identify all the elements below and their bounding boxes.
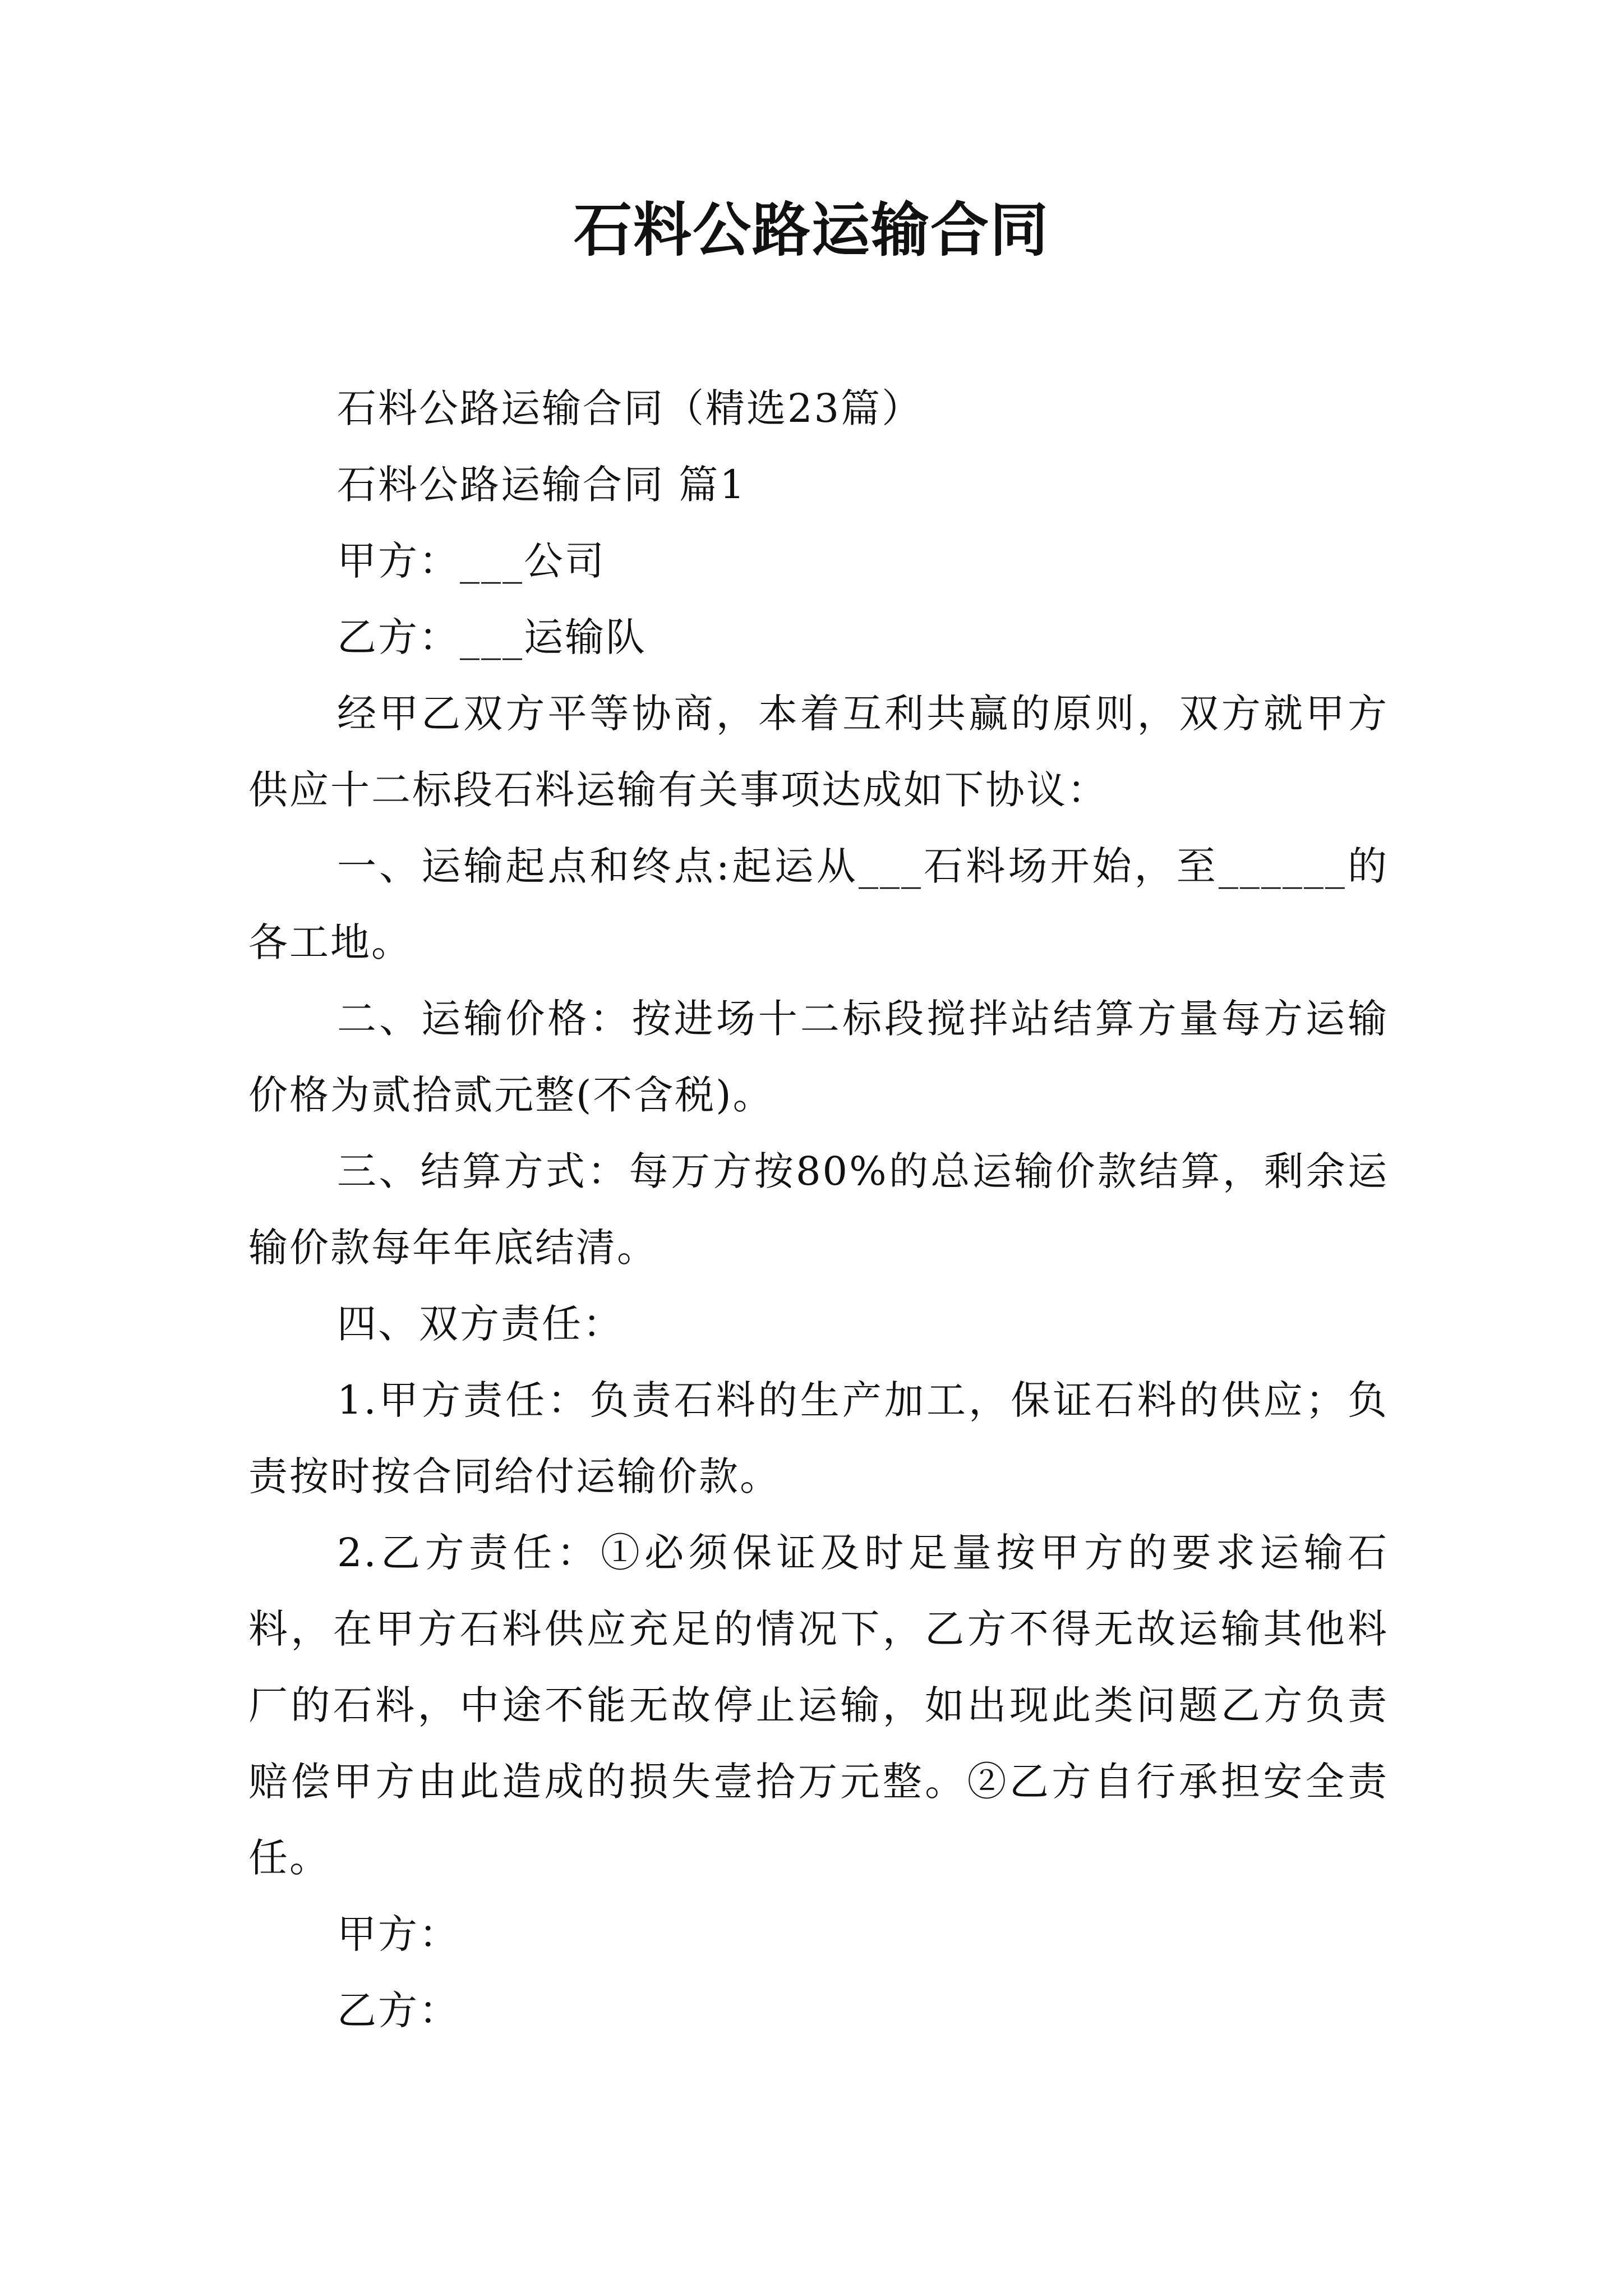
clause-1-paragraph: 一、运输起点和终点:起运从___石料场开始，至______的各工地。 [248, 843, 1389, 965]
clause-2-paragraph: 二、运输价格：按进场十二标段搅拌站结算方量每方运输价格为贰拾贰元整(不含税)。 [248, 996, 1389, 1118]
document-body [248, 370, 1389, 2049]
subtitle-paragraph: 石料公路运输合同（精选23篇） [337, 385, 923, 431]
clause-4-2-paragraph: 2.乙方责任：①必须保证及时足量按甲方的要求运输石料，在甲方石料供应充足的情况下，乙方不得无故运输其他料厂的石料，中途不能无故停止运输，如出现此类问题乙方负责赔偿甲方由此造成的损失壹拾万元整。②乙方自行承担安全责任。 [248, 1530, 1389, 1881]
party-a-line: 甲方：___公司 [337, 538, 606, 584]
preamble-paragraph: 经甲乙双方平等协商，本着互利共赢的原则，双方就甲方供应十二标段石料运输有关事项达成如下协议： [248, 691, 1389, 813]
clause-4-1-paragraph: 1.甲方责任：负责石料的生产加工，保证石料的供应；负责按时按合同给付运输价款。 [248, 1377, 1389, 1499]
clause-3-paragraph: 三、结算方式：每万方按80%的总运输价款结算，剩余运输价款每年年底结清。 [248, 1148, 1389, 1271]
party-a-signature-line: 甲方： [337, 1911, 460, 1957]
document-title: 石料公路运输合同 [573, 195, 1049, 264]
party-b-signature-line: 乙方： [337, 1987, 460, 2033]
clause-4-heading: 四、双方责任： [337, 1301, 624, 1347]
section-heading: 石料公路运输合同 篇1 [337, 462, 746, 508]
party-b-line: 乙方：___运输队 [337, 614, 647, 660]
